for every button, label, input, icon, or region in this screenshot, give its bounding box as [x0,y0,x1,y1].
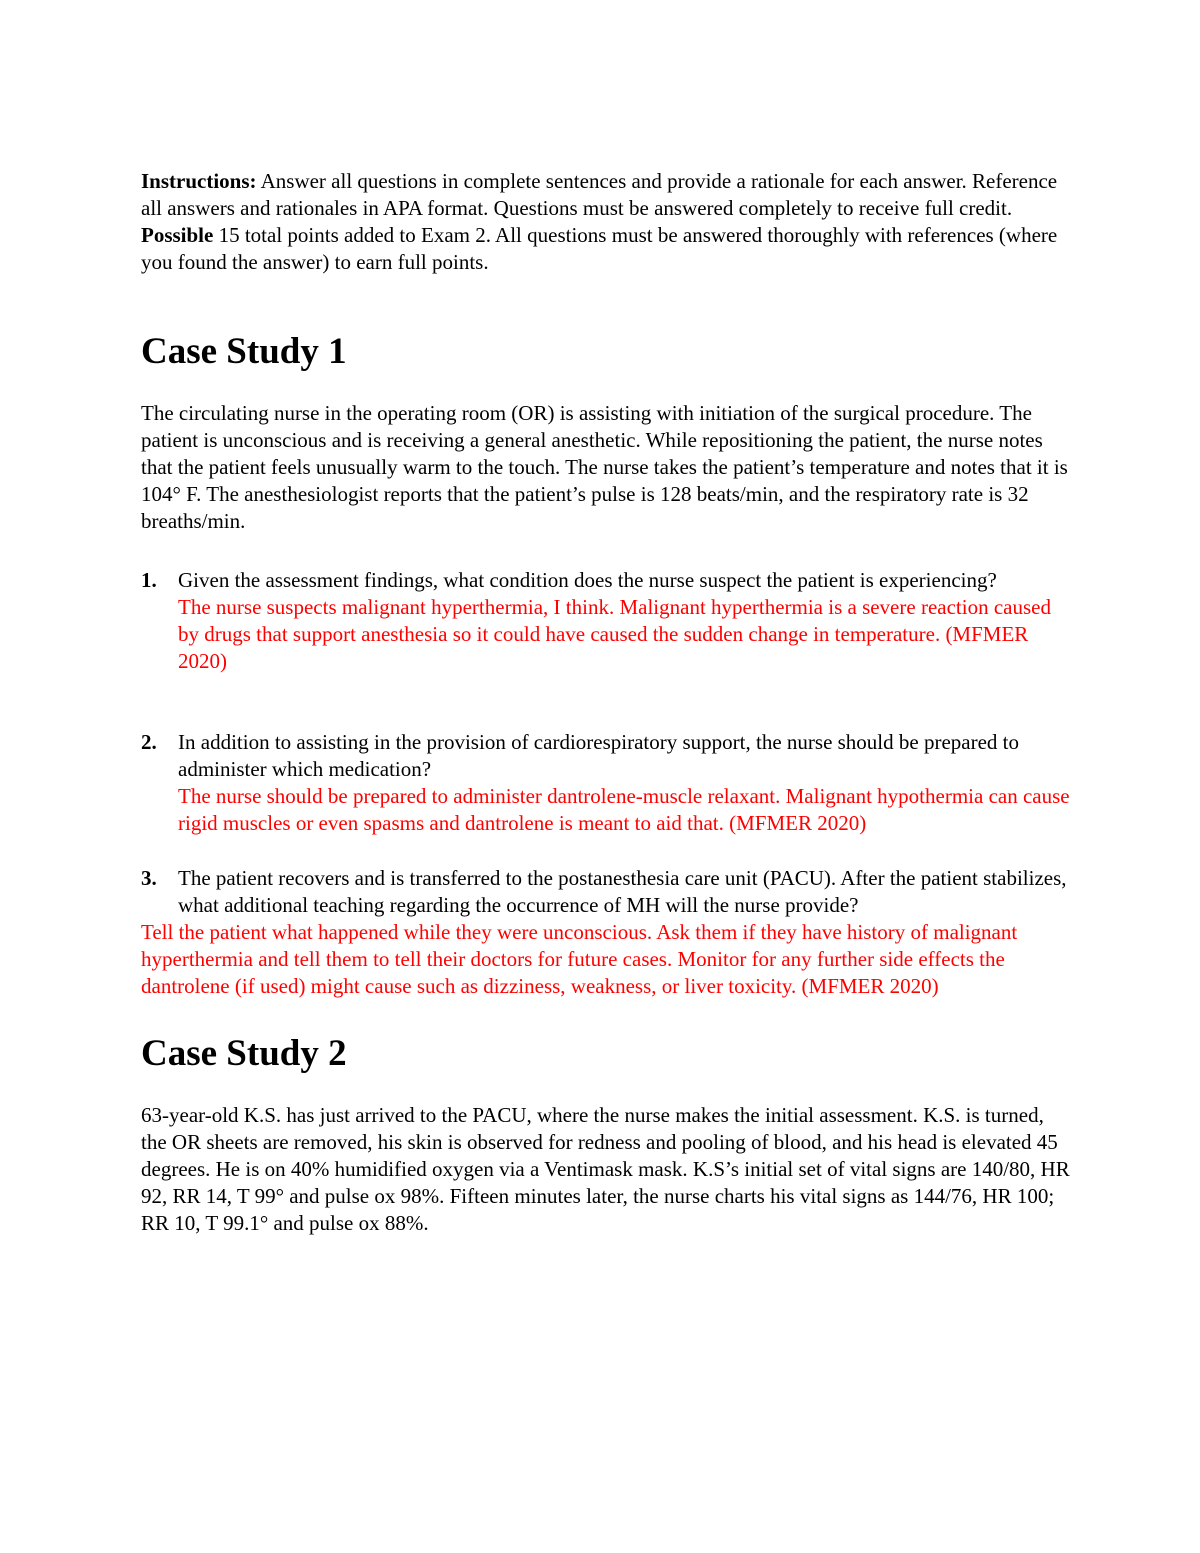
instructions-label: Instructions: [141,169,257,193]
instructions-paragraph [141,168,1071,276]
answer-text-3: Tell the patient what happened while they were unconscious. Ask them if they have history of malignant hyperthermia and tell them to tell their doctors for future cases. Monitor for any further side effects the dantrolene (if used) might cause such as dizziness, weakness, or liver toxicity. (MFMER 2020) [141,920,1018,998]
document-page [141,168,1071,1237]
question-text: In addition to assisting in the provision of cardiorespiratory support, the nurse should be prepared to administer which medication? [178,730,1019,781]
question-item-2 [141,729,1071,837]
question-number: 1. [141,568,157,592]
question-item-3 [141,865,1071,919]
question-number: 2. [141,730,157,754]
question-number: 3. [141,866,157,890]
answer-text: The nurse should be prepared to administer dantrolene-muscle relaxant. Malignant hypothermia can cause rigid muscles or even spasms and dantrolene is meant to aid that. (MFMER 2020) [178,784,1070,835]
instructions-text-1: Answer all questions in complete sentences and provide a rationale for each answer. Reference all answers and rationales in APA format. Questions must be answered completely to receive full credit. [141,169,1058,220]
question-item-1 [141,567,1071,675]
case-study-1-intro: The circulating nurse in the operating room (OR) is assisting with initiation of the surgical procedure. The patient is unconscious and is receiving a general anesthetic. While repositioning the patient, the nurse notes that the patient feels unusually warm to the touch. The nurse takes the patient’s temperature and notes that it is 104° F. The anesthesiologist reports that the patient’s pulse is 128 beats/min, and the respiratory rate is 32 breaths/min. [141,401,1068,533]
case-study-2-heading: Case Study 2 [141,1033,347,1074]
instructions-text-2: 15 total points added to Exam 2. All questions must be answered thoroughly with references (where you found the answer) to earn full points. [141,223,1058,274]
answer-text: The nurse suspects malignant hyperthermia, I think. Malignant hyperthermia is a severe reaction caused by drugs that support anesthesia so it could have caused the sudden change in temperature. (MFMER 2020) [178,595,1051,673]
question-text: Given the assessment findings, what condition does the nurse suspect the patient is experiencing? [178,568,997,592]
instructions-bold-possible: Possible [141,223,214,247]
case-study-1-heading: Case Study 1 [141,331,347,372]
question-text: The patient recovers and is transferred to the postanesthesia care unit (PACU). After the patient stabilizes, what additional teaching regarding the occurrence of MH will the nurse provide? [178,866,1067,917]
case-study-1-questions [141,567,1071,919]
case-study-2-intro: 63-year-old K.S. has just arrived to the PACU, where the nurse makes the initial assessment. K.S. is turned, the OR sheets are removed, his skin is observed for redness and pooling of blood, and his head is elevated 45 degrees. He is on 40% humidified oxygen via a Ventimask mask. K.S’s initial set of vital signs are 140/80, HR 92, RR 14, T 99° and pulse ox 98%. Fifteen minutes later, the nurse charts his vital signs as 144/76, HR 100; RR 10, T 99.1° and pulse ox 88%. [141,1103,1070,1235]
